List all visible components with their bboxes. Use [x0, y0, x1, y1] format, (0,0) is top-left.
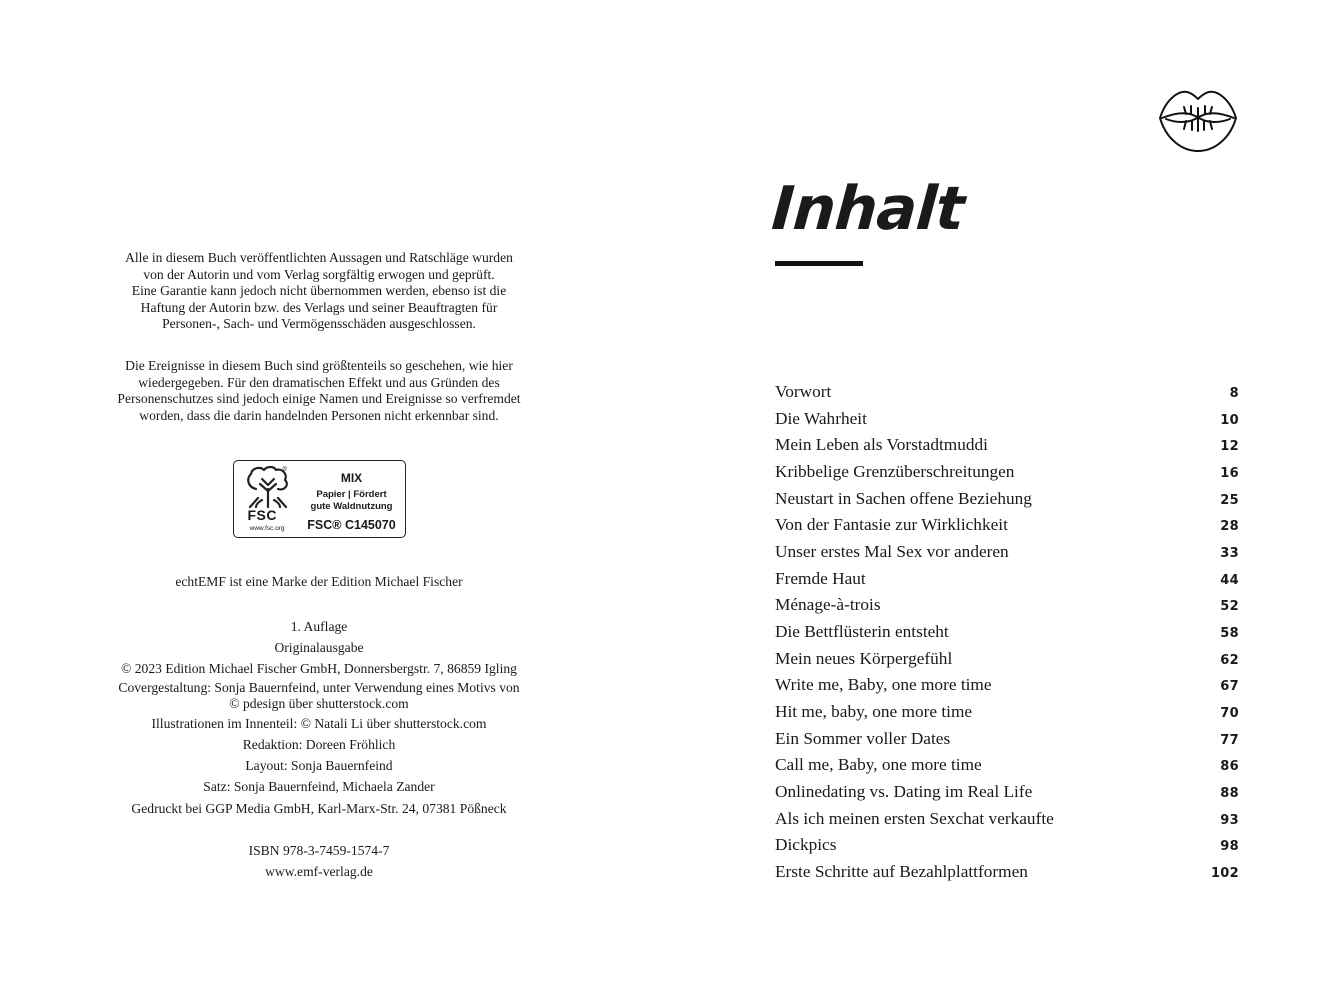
- toc-entry-page: 88: [1220, 785, 1239, 801]
- toc-entry-page: 93: [1220, 812, 1239, 828]
- toc-entry-title: Write me, Baby, one more time: [775, 675, 992, 695]
- disclaimer-line: Haftung der Autorin bzw. des Verlags und seiner Beauftragten für: [140, 299, 498, 315]
- disclaimer-line: von der Autorin und vom Verlag sorgfältig erwogen und geprüft.: [143, 266, 495, 282]
- toc-entry-page: 70: [1220, 705, 1239, 721]
- disclaimer-line: Alle in diesem Buch veröffentlichten Aussagen und Ratschläge wurden: [125, 250, 513, 265]
- toc-entry[interactable]: [775, 779, 1239, 806]
- layout-credit: Layout: Sonja Bauernfeind: [245, 758, 393, 774]
- brand-line: echtEMF ist eine Marke der Edition Michael Fischer: [175, 574, 463, 590]
- toc-entry-title: Die Wahrheit: [775, 408, 867, 428]
- toc-entry-title: Ménage-à-trois: [775, 595, 881, 615]
- toc-entry-page: 44: [1220, 572, 1239, 588]
- isbn: ISBN 978-3-7459-1574-7: [248, 842, 390, 858]
- toc-entry-page: 58: [1220, 625, 1239, 641]
- toc-entry-title: Die Bettflüsterin entsteht: [775, 621, 949, 641]
- toc-entry-page: 25: [1220, 492, 1239, 508]
- toc-entry[interactable]: [775, 539, 1239, 566]
- toc-entry[interactable]: [775, 512, 1239, 539]
- events-note-line: wiedergegeben. Für den dramatischen Effekt und aus Gründen des: [138, 374, 500, 390]
- toc-title: Inhalt: [769, 174, 966, 244]
- toc-entry[interactable]: [775, 699, 1239, 726]
- toc-entry[interactable]: [775, 566, 1239, 593]
- toc-entry-title: Neustart in Sachen offene Beziehung: [775, 488, 1032, 508]
- toc-entry[interactable]: [775, 646, 1239, 673]
- toc-entry[interactable]: [775, 859, 1239, 886]
- toc-entry[interactable]: [775, 619, 1239, 646]
- fsc-line-1: Papier | Fördert: [316, 489, 387, 501]
- toc-entry-title: Kribbelige Grenzüberschreitungen: [775, 461, 1015, 481]
- toc-entry-title: Mein neues Körpergefühl: [775, 648, 953, 668]
- toc-entry-title: Als ich meinen ersten Sexchat verkaufte: [775, 808, 1054, 828]
- toc-entry-title: Erste Schritte auf Bezahlplattformen: [775, 861, 1028, 881]
- toc-entry-title: Call me, Baby, one more time: [775, 755, 982, 775]
- toc-entry-title: Hit me, baby, one more time: [775, 701, 973, 721]
- title-underline: [775, 261, 863, 266]
- fsc-tree-icon: [240, 465, 296, 509]
- copyright: © 2023 Edition Michael Fischer GmbH, Donnersbergstr. 7, 86859 Igling: [121, 661, 517, 677]
- toc-entry-title: Dickpics: [775, 835, 837, 855]
- cover-credit-2: © pdesign über shutterstock.com: [229, 696, 409, 712]
- disclaimer-line: Personen-, Sach- und Vermögensschäden ausgeschlossen.: [162, 316, 476, 332]
- website: www.emf-verlag.de: [265, 863, 373, 879]
- toc-entry[interactable]: [775, 806, 1239, 833]
- edition: 1. Auflage: [290, 618, 348, 634]
- toc-entry-page: 8: [1229, 386, 1239, 401]
- toc-entry-page: 62: [1220, 652, 1239, 668]
- toc-entry-page: 67: [1220, 679, 1239, 695]
- toc-entry-page: 86: [1220, 759, 1239, 775]
- toc-entry-page: 28: [1220, 519, 1239, 535]
- toc-entry[interactable]: [775, 459, 1239, 486]
- toc-entry-page: 77: [1220, 732, 1239, 748]
- illustrations-credit: Illustrationen im Innenteil: © Natali Li über shutterstock.com: [151, 715, 487, 731]
- fsc-details: [298, 471, 406, 532]
- cover-credit: Covergestaltung: Sonja Bauernfeind, unter Verwendung eines Motivs von: [118, 679, 520, 695]
- printer-credit: Gedruckt bei GGP Media GmbH, Karl-Marx-Str. 24, 07381 Pößneck: [131, 800, 507, 816]
- disclaimer-line: Eine Garantie kann jedoch nicht übernommen werden, ebenso ist die: [131, 283, 507, 299]
- toc-entry-title: Unser erstes Mal Sex vor anderen: [775, 541, 1009, 561]
- toc-entry-title: Von der Fantasie zur Wirklichkeit: [775, 515, 1008, 535]
- toc-entry[interactable]: [775, 379, 1239, 406]
- toc-entry-title: Ein Sommer voller Dates: [775, 728, 951, 748]
- toc-entry[interactable]: [775, 406, 1239, 433]
- imprint-block: [100, 616, 538, 882]
- fsc-line-2: gute Waldnutzung: [310, 500, 393, 512]
- events-note-paragraph: [100, 358, 538, 424]
- toc-entry-page: 33: [1220, 545, 1239, 561]
- toc-entry[interactable]: [775, 672, 1239, 699]
- lips-icon: [1156, 83, 1240, 155]
- toc-entry-title: Vorwort: [775, 382, 832, 401]
- toc-entry-title: Mein Leben als Vorstadtmuddi: [775, 435, 988, 455]
- toc-entry[interactable]: [775, 832, 1239, 859]
- fsc-mix: MIX: [340, 471, 363, 486]
- fsc-acronym: FSC: [247, 507, 277, 524]
- toc-entry[interactable]: [775, 726, 1239, 753]
- toc-entry-title: Onlinedating vs. Dating im Real Life: [775, 781, 1033, 801]
- toc-entry-page: 16: [1220, 465, 1239, 481]
- toc-entry-page: 10: [1220, 412, 1239, 428]
- events-note-line: worden, dass die darin handelnden Personen nicht erkennbar sind.: [139, 407, 499, 423]
- fsc-code: FSC® C145070: [307, 518, 396, 533]
- toc-entry-title: Fremde Haut: [775, 568, 866, 588]
- table-of-contents: [775, 379, 1239, 885]
- toc-entry-page: 98: [1220, 839, 1239, 855]
- toc-entry[interactable]: [775, 432, 1239, 459]
- disclaimer-paragraph: [100, 250, 538, 333]
- typesetting-credit: Satz: Sonja Bauernfeind, Michaela Zander: [203, 779, 435, 795]
- toc-entry[interactable]: [775, 592, 1239, 619]
- events-note-line: Die Ereignisse in diesem Buch sind größtenteils so geschehen, wie hier: [125, 357, 513, 373]
- editing-credit: Redaktion: Doreen Fröhlich: [242, 736, 396, 752]
- toc-entry-page: 12: [1220, 439, 1239, 455]
- fsc-url: www.fsc.org: [249, 525, 285, 533]
- events-note-line: Personenschutzes sind jedoch einige Namen und Ereignisse so verfremdet: [117, 391, 521, 407]
- fsc-registered-mark: ®: [282, 467, 287, 474]
- toc-entry-page: 52: [1220, 599, 1239, 615]
- toc-entry-page: 102: [1210, 865, 1239, 881]
- fsc-label: [233, 460, 406, 538]
- original-edition: Originalausgabe: [274, 640, 364, 656]
- imprint-page: [100, 250, 538, 882]
- toc-entry[interactable]: [775, 486, 1239, 513]
- toc-entry[interactable]: [775, 752, 1239, 779]
